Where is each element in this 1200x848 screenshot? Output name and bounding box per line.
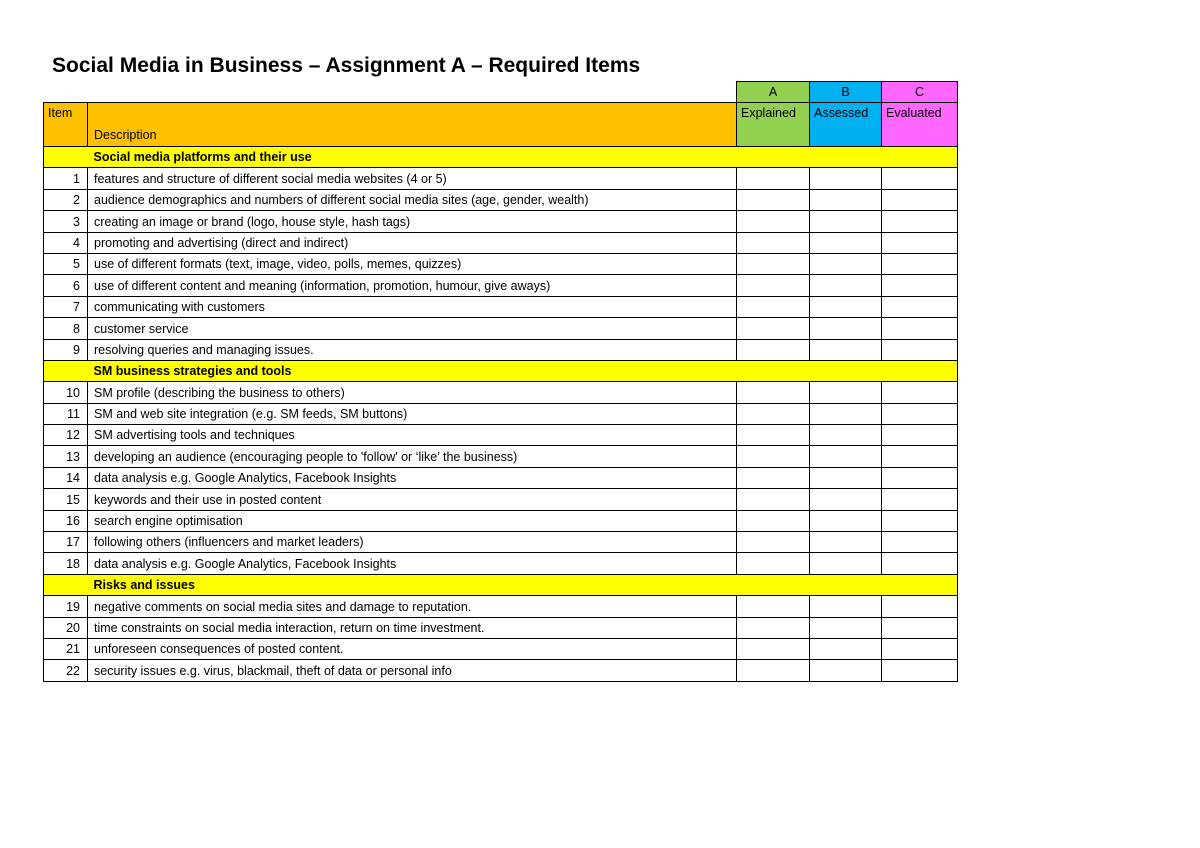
evaluated-cell[interactable] bbox=[882, 510, 958, 531]
explained-cell[interactable] bbox=[737, 339, 810, 360]
section-title: Social media platforms and their use bbox=[88, 147, 958, 168]
item-description: SM profile (describing the business to others) bbox=[88, 382, 737, 403]
evaluated-cell[interactable] bbox=[882, 318, 958, 339]
description-header: Description bbox=[88, 103, 737, 147]
evaluated-cell[interactable] bbox=[882, 446, 958, 467]
table-row bbox=[44, 168, 958, 189]
item-number: 7 bbox=[44, 296, 88, 317]
item-header: Item bbox=[44, 103, 88, 147]
assessed-cell[interactable] bbox=[810, 532, 882, 553]
item-number: 9 bbox=[44, 339, 88, 360]
evaluated-cell[interactable] bbox=[882, 382, 958, 403]
table-row bbox=[44, 253, 958, 274]
assessed-cell[interactable] bbox=[810, 253, 882, 274]
item-number: 21 bbox=[44, 638, 88, 659]
item-description: SM and web site integration (e.g. SM feeds, SM buttons) bbox=[88, 403, 737, 424]
item-number: 13 bbox=[44, 446, 88, 467]
column-letter-c: C bbox=[882, 82, 958, 103]
item-description: search engine optimisation bbox=[88, 510, 737, 531]
explained-cell[interactable] bbox=[737, 232, 810, 253]
item-description: use of different formats (text, image, video, polls, memes, quizzes) bbox=[88, 253, 737, 274]
table-row bbox=[44, 232, 958, 253]
item-description: unforeseen consequences of posted content. bbox=[88, 638, 737, 659]
item-description: SM advertising tools and techniques bbox=[88, 425, 737, 446]
explained-cell[interactable] bbox=[737, 318, 810, 339]
item-number: 4 bbox=[44, 232, 88, 253]
explained-cell[interactable] bbox=[737, 617, 810, 638]
explained-cell[interactable] bbox=[737, 553, 810, 574]
table-row bbox=[44, 510, 958, 531]
table-row bbox=[44, 403, 958, 424]
required-items-table bbox=[43, 81, 958, 682]
evaluated-cell[interactable] bbox=[882, 232, 958, 253]
item-number: 14 bbox=[44, 467, 88, 488]
assessed-cell[interactable] bbox=[810, 275, 882, 296]
explained-cell[interactable] bbox=[737, 660, 810, 681]
explained-cell[interactable] bbox=[737, 446, 810, 467]
assessed-cell[interactable] bbox=[810, 168, 882, 189]
explained-cell[interactable] bbox=[737, 467, 810, 488]
item-description: creating an image or brand (logo, house style, hash tags) bbox=[88, 211, 737, 232]
item-number: 10 bbox=[44, 382, 88, 403]
item-number: 2 bbox=[44, 189, 88, 210]
item-number: 3 bbox=[44, 211, 88, 232]
evaluated-cell[interactable] bbox=[882, 660, 958, 681]
evaluated-cell[interactable] bbox=[882, 189, 958, 210]
section-row bbox=[44, 147, 958, 168]
section-title: SM business strategies and tools bbox=[88, 360, 958, 381]
header-row bbox=[44, 103, 958, 147]
explained-cell[interactable] bbox=[737, 638, 810, 659]
item-number: 16 bbox=[44, 510, 88, 531]
item-description: developing an audience (encouraging people to 'follow' or ‘like’ the business) bbox=[88, 446, 737, 467]
item-description: customer service bbox=[88, 318, 737, 339]
table-row bbox=[44, 275, 958, 296]
explained-cell[interactable] bbox=[737, 211, 810, 232]
explained-cell[interactable] bbox=[737, 532, 810, 553]
item-description: use of different content and meaning (information, promotion, humour, give aways) bbox=[88, 275, 737, 296]
item-number: 20 bbox=[44, 617, 88, 638]
assessed-cell[interactable] bbox=[810, 232, 882, 253]
assessed-cell[interactable] bbox=[810, 489, 882, 510]
evaluated-cell[interactable] bbox=[882, 275, 958, 296]
explained-cell[interactable] bbox=[737, 489, 810, 510]
explained-header: Explained bbox=[737, 103, 810, 147]
item-description: time constraints on social media interaction, return on time investment. bbox=[88, 617, 737, 638]
assessed-cell[interactable] bbox=[810, 467, 882, 488]
assessed-cell[interactable] bbox=[810, 382, 882, 403]
assessed-cell[interactable] bbox=[810, 318, 882, 339]
evaluated-cell[interactable] bbox=[882, 425, 958, 446]
explained-cell[interactable] bbox=[737, 253, 810, 274]
assessed-cell[interactable] bbox=[810, 553, 882, 574]
item-description: features and structure of different social media websites (4 or 5) bbox=[88, 168, 737, 189]
item-number: 17 bbox=[44, 532, 88, 553]
table-row bbox=[44, 318, 958, 339]
evaluated-cell[interactable] bbox=[882, 638, 958, 659]
table-row bbox=[44, 446, 958, 467]
evaluated-cell[interactable] bbox=[882, 532, 958, 553]
evaluated-cell[interactable] bbox=[882, 467, 958, 488]
table-row bbox=[44, 617, 958, 638]
evaluated-cell[interactable] bbox=[882, 403, 958, 424]
item-number: 19 bbox=[44, 596, 88, 617]
table-row bbox=[44, 296, 958, 317]
column-letter-a: A bbox=[737, 82, 810, 103]
evaluated-cell[interactable] bbox=[882, 553, 958, 574]
assessed-cell[interactable] bbox=[810, 446, 882, 467]
assessed-cell[interactable] bbox=[810, 425, 882, 446]
evaluated-cell[interactable] bbox=[882, 211, 958, 232]
table-row bbox=[44, 425, 958, 446]
assessed-cell[interactable] bbox=[810, 660, 882, 681]
item-description: promoting and advertising (direct and indirect) bbox=[88, 232, 737, 253]
item-description: communicating with customers bbox=[88, 296, 737, 317]
explained-cell[interactable] bbox=[737, 596, 810, 617]
assessed-cell[interactable] bbox=[810, 510, 882, 531]
assessed-cell[interactable] bbox=[810, 211, 882, 232]
column-letter-b: B bbox=[810, 82, 882, 103]
explained-cell[interactable] bbox=[737, 382, 810, 403]
evaluated-cell[interactable] bbox=[882, 296, 958, 317]
section-row bbox=[44, 360, 958, 381]
section-row bbox=[44, 574, 958, 595]
item-description: following others (influencers and market leaders) bbox=[88, 532, 737, 553]
assessed-cell[interactable] bbox=[810, 339, 882, 360]
column-letter-row bbox=[44, 82, 958, 103]
evaluated-cell[interactable] bbox=[882, 596, 958, 617]
item-number: 11 bbox=[44, 403, 88, 424]
page-title: Social Media in Business – Assignment A – Required Items bbox=[52, 54, 641, 77]
item-description: resolving queries and managing issues. bbox=[88, 339, 737, 360]
explained-cell[interactable] bbox=[737, 275, 810, 296]
explained-cell[interactable] bbox=[737, 425, 810, 446]
item-number: 5 bbox=[44, 253, 88, 274]
evaluated-cell[interactable] bbox=[882, 489, 958, 510]
assessed-cell[interactable] bbox=[810, 638, 882, 659]
assessed-cell[interactable] bbox=[810, 296, 882, 317]
item-description: negative comments on social media sites and damage to reputation. bbox=[88, 596, 737, 617]
table-row bbox=[44, 467, 958, 488]
assessed-cell[interactable] bbox=[810, 189, 882, 210]
item-number: 15 bbox=[44, 489, 88, 510]
item-description: audience demographics and numbers of different social media sites (age, gender, wealth) bbox=[88, 189, 737, 210]
item-number: 22 bbox=[44, 660, 88, 681]
explained-cell[interactable] bbox=[737, 403, 810, 424]
evaluated-cell[interactable] bbox=[882, 168, 958, 189]
assessed-header: Assessed bbox=[810, 103, 882, 147]
table-row bbox=[44, 339, 958, 360]
item-description: security issues e.g. virus, blackmail, theft of data or personal info bbox=[88, 660, 737, 681]
evaluated-cell[interactable] bbox=[882, 617, 958, 638]
item-number: 12 bbox=[44, 425, 88, 446]
table-row bbox=[44, 189, 958, 210]
table-row bbox=[44, 638, 958, 659]
item-description: data analysis e.g. Google Analytics, Facebook Insights bbox=[88, 467, 737, 488]
explained-cell[interactable] bbox=[737, 510, 810, 531]
table-row bbox=[44, 489, 958, 510]
table-row bbox=[44, 596, 958, 617]
table-row bbox=[44, 211, 958, 232]
explained-cell[interactable] bbox=[737, 168, 810, 189]
section-title: Risks and issues bbox=[88, 574, 958, 595]
explained-cell[interactable] bbox=[737, 296, 810, 317]
assessed-cell[interactable] bbox=[810, 617, 882, 638]
evaluated-cell[interactable] bbox=[882, 339, 958, 360]
explained-cell[interactable] bbox=[737, 189, 810, 210]
item-number: 6 bbox=[44, 275, 88, 296]
table-row bbox=[44, 532, 958, 553]
assessed-cell[interactable] bbox=[810, 596, 882, 617]
item-number: 18 bbox=[44, 553, 88, 574]
item-number: 1 bbox=[44, 168, 88, 189]
evaluated-cell[interactable] bbox=[882, 253, 958, 274]
assessed-cell[interactable] bbox=[810, 403, 882, 424]
table-row bbox=[44, 660, 958, 681]
evaluated-header: Evaluated bbox=[882, 103, 958, 147]
table-row bbox=[44, 553, 958, 574]
item-description: keywords and their use in posted content bbox=[88, 489, 737, 510]
item-description: data analysis e.g. Google Analytics, Facebook Insights bbox=[88, 553, 737, 574]
item-number: 8 bbox=[44, 318, 88, 339]
table-row bbox=[44, 382, 958, 403]
